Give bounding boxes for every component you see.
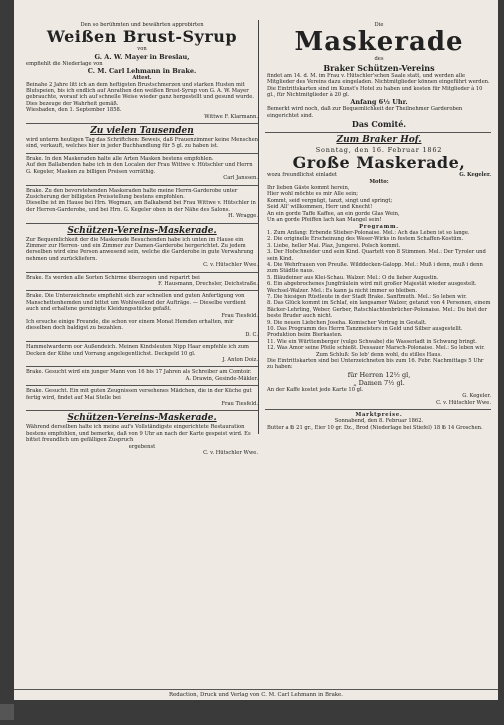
scan-background [0,700,504,725]
hof-sign2: C. v. Hütschler Wwe. [436,399,491,406]
tiesfeld-text: Brake. Die Unterzeichnete empfiehlt sich zur schnellen und guten Anfertigung von Manschettenhemden und bittet um Wohlwollend der Aufträge. — Dieselbe verdient auch und erhaltene gereinigte Kleidungsstücke gefaßt. [26,293,246,313]
motto-line: Ihr lieben Gäste kommt herein, [267,185,350,192]
dank-sign: D. C. [245,331,258,338]
tickets-text: Die Eintrittskarten sind bei Unterzeichneten bis zum 16. Febr. Nachmittags 5 Uhr zu haben: [267,358,484,371]
ad-brust-syrup [26,20,258,124]
program-item: 5. Bläudeiner aus Klei-Schau. Walzer. Mel.: O du lieber Augustin. [267,274,439,281]
maskerade-start: Anfang 6½ Uhr. [350,98,408,107]
maskerade-club: Braker Schützen-Vereins [323,62,435,73]
ad-tiesfeld [26,291,258,342]
ticket-kasse: An der Kaffe kostet jede Karte 10 gl. [267,386,364,393]
schuetzen2-text: Während derselben halte ich meine auf's Vollständigste eingerichtete Restauration bestens empfohlen, und bemerke, daß von 9 Uhr an nach der Karte gespeist wird. Es bittet freundlich um gefälligen Zuspruch [26,424,251,444]
attest-sign: Wittwe F. Klarmann. [204,113,258,120]
schuetzen2-sign: C. v. Hütschler Wwe. [203,450,258,457]
maskerade-des: des [374,56,384,63]
garderobe-text: Brake. Zu den bevorstehenden Maskeraden halte meine Herrn-Garderobe unter Zusicherung der billigsten Preisstellung bestens empfohlen. [26,187,238,200]
program-head: Programm. [359,223,399,230]
library-stamp-icon [0,704,14,720]
motto-line: Un an gorde Pfeiffen lach kan Mangel sein! [267,217,382,224]
ad-maskerade-verein [265,20,491,133]
hausmann-sign: F. Hausmann, Drechsler, Deichstraße. [158,280,258,287]
program-item: 11. Wie ein Württemberger (vulgo Schwabe) die Wasserladt in Schwung bringt. [267,338,477,345]
program-item: 4. Die Wehrfrauen von Preuße. Wilddecken-Galopp. Mel.: Muß i denn, muß i denn zum Städtle naus. [267,261,483,275]
left-column [26,20,258,460]
maskerade-sign: Das Comité. [351,119,407,130]
hof-invite: wozu freundlichst einladet [267,172,338,179]
attest-text: Beinahe 2 Jahre litt ich an dem heftigsten Brustschmerzen und starken Husten mit Blutspeien, bis ich endlich auf Anrathen den weißen Brust-Syrup von G. A. W. Mayer gebrauchte, worauf ich auf schnelle Weise wieder ganz hergestellt und gesund wurde. Dies bezeuge der Wahrheit gemäß. [26,81,254,107]
ad-tausenden [26,124,258,154]
koechin-text: Brake. Gesucht. Ein mit guten Zeugnissen versehenes Mädchen, die in der Küche gut fertig wird, findet auf Mai Stelle bei [26,388,252,401]
masken-sign: Carl Janssen. [223,175,258,182]
tausenden-text: wird unterm heutigen Tag das Schriftchen: Beweis, daß Frauenzimmer keine Menschen sind, verkauft, welches hier in jeder Buchhandlung für 5 gl. zu haben ist. [26,137,259,150]
schuetzen1-head: Schützen-Vereins-Maskerade. [67,225,217,236]
attest-head: Attest. [132,75,152,82]
maskerade-text: findet am 14. d. M. im Frau v. Hütschler'schen Saale statt, und werden alle Mitglieder des Vereins dazu eingeladen. Nichtmitglieder können eingeführt werden. Die Eintrittskarten sind im Kunst's Hotel zu haben und kosten für Mitglieder à 10 gl., für Nichtmitglieder à 20 gl. [267,72,490,99]
ad-schuetzen-restauration [26,411,258,459]
markt-head: Marktpreise. [355,412,403,419]
dank-text: Ich ersuche einige Freunde, die schon vor einem Monat Hemden erhalten, mir dieselben doch baldigst zu bezahlen. [26,319,234,332]
ad-hammel [26,342,258,367]
ad-hausmann [26,273,258,292]
hof-title: Große Maskerade, [292,153,466,173]
hof-date: Sonntag, den 16. Februar 1862 [315,146,443,155]
markt-date: Sonnabend, den 8. Februar 1862. [334,418,424,425]
program-item: 12. Was Amor seine Pfeile schießt. Dessauer Marsch-Polonaise. Mel.: So leben wir. [267,345,485,352]
syrup-von: von [137,46,147,53]
right-column [258,20,491,434]
syrup-intro: Den so berühmten und bewährten approbirten [80,22,204,28]
hammel-sign: J. Anton Doiz. [222,357,258,364]
schuetzen1-text: Zur Bequemlichkeit der die Maskerade Besuchenden habe ich unten im Hause ein Zimmer zur Herren- und ein Zimmer zur Damen-Garderobe hergerichtet. Zu jedem derselben wird eine Person anwesend sein, welche die Garderobe in gute Verwahrung nehmen und zurückliefern. [26,236,254,262]
knecht-sign: A. Drawin, Gesinde-Mäkler. [185,375,258,382]
program-item: 10. Das Programm des Herrn Tanzmeisters in Geld und Silber ausgestellt. Produktion beim Bierkasten. [267,326,463,339]
hammel-text: Hammelwarderm oor Außendeich. Meinen Kindsleuten Nipp Haar empfehle ich zum Decken der Kühe und Vorrang angelegentlichst. Deckgeld 10 gl. [26,344,249,357]
program-item: 7. Die hiesigen Rüstleute in der Stadt Brake. Sanftmuth. Mel.: So leben wir. [267,293,467,300]
motto-line: An ein gorde Taffe Kaffee, an ein gorde Glas Wein, [267,210,400,217]
motto-line: Seid All' willkommen, Herr und Knecht! [267,204,373,211]
program-item: 3. Der Hofschneider und sein Kind. Quartett von 8 Stimmen. Mel.: Der Tyroler und sein Kind. [267,249,486,262]
imprint-footer: Redaction, Druck und Verlag von C. M. Carl Lehmann in Brake. [14,689,498,698]
maskerade-note: Bemerkt wird noch, daß zur Bequemlichkeit der Theilnehmer Garderoben eingerichtet sind. [267,106,463,119]
maskerade-title: Maskerade [294,27,464,58]
ticket-herren: für Herren 12½ gl, [347,370,411,379]
motto-line: Hier wohl möchte es mir Alle sein; [267,191,359,198]
program-item: 8. Das Glück kommt im Schlaf, ein langsamer Walzer, getanzt von 4 Personen, einem Bäcker-Lehrling, Weber, Gerber, Ratschlachtenbrücher-Polonaise. Mel.: Du bist der beste Bruder auch nicht. [267,300,491,320]
attest-date: Wiesbaden, den 1. September 1858. [26,107,122,114]
program-item: 3. Liebe, heller Mai. Plaz, Jungerei. Polsch kommt. [267,242,401,249]
garderobe-text2: Dieselbe ist im Hause bei Hrn. Wegman, am Balkabend bei Frau Wittwe v. Hütschler in der Herren-Garderobe, und bei Hrn. G. Kegeler oben in der Nähe des Salons. [26,200,256,213]
hausmann-text: Brake. Es werden alle Sorten Schirme überzogen und reparirt bei [26,274,200,281]
hof-sign1: G. Kegeler. [462,393,491,400]
tausenden-head: Zu vielen Tausenden [90,126,194,137]
schuetzen1-sign: C. v. Hütschler Wwe. [203,262,258,269]
knecht-text: Brake. Gesucht wird ein junger Mann von 16 bis 17 Jahren als Schreiber am Comtoir. [26,369,252,376]
ticket-damen: „ Damen 7½ gl. [353,378,405,387]
ad-schuetzen-garderobe [26,224,258,273]
hof-inviter: G. Kegeler. [459,172,491,179]
ad-braker-hof [265,133,491,410]
hof-head: Zum Braker Hof. [336,135,422,146]
maskerade-die: Die [374,22,384,28]
ad-garderobe [26,186,258,224]
schuetzen2-head: Schützen-Vereins-Maskerade. [67,413,217,424]
motto-line: Kommt, seid vergnügt, tanzt, singt und springt; [267,197,393,204]
program-item: 2. Die originelle Erscheinung des Weser-Wirks in festem Schaffen-Kostüm. [267,236,464,243]
motto-head: Motto: [369,178,389,185]
program-item: 9. Die neuen Liebchen Joseha. Komischer Vortrag in Gestalt. [267,319,427,326]
syrup-maker: G. A. W. Mayer in Breslau, [94,52,190,61]
ad-masken-janssen [26,154,258,186]
koechin-sign: Frau Tiesfeld. [221,401,258,408]
program-item: Zum Schluß: So leb' denn wohl, du stilles Haus. [316,351,442,358]
masken-text2: Auf den Ballabenden habe ich in den Localen der Frau Wittwe v. Hütschler und Herrn G. Kegeler, Masken zu billigen Preisen vorräthig. [26,162,253,175]
program-item: 1. Zum Anfang: Erbende Stieber-Polonaise. Mel.: Ach das Leben ist so lange. [267,229,470,236]
syrup-dealer: C. M. Carl Lehmann in Brake. [87,67,197,76]
newspaper-page [14,0,498,700]
ad-koechin [26,386,258,411]
program-item: 6. Ein abgebrochenes Jungfräulein wird mit großer Majestät wieder ausgestelt. Wechsel-Walzer. Mel.: Es kann ja nicht immer so bleiben. [267,281,477,294]
syrup-title: Weißen Brust-Syrup [46,27,238,47]
garderobe-sign: H. Wragge. [228,213,258,220]
syrup-depot: empfiehlt die Niederlage von [26,60,103,67]
tiesfeld-sign: Frau Tiesfeld. [221,312,258,319]
ad-marktpreise [265,410,491,434]
ad-knecht [26,367,258,386]
schuetzen2-sign1: ergebenst [128,443,156,450]
masken-text: Brake. In den Maskeraden halte alle Arten Masken bestens empfohlen. [26,155,214,162]
markt-text: Butter a ℔ 21 gr., Eier 10 gr. Dz., Brod (Niederlage bei Stiefel) 18 ℔ 14 Groschen. [267,424,483,431]
